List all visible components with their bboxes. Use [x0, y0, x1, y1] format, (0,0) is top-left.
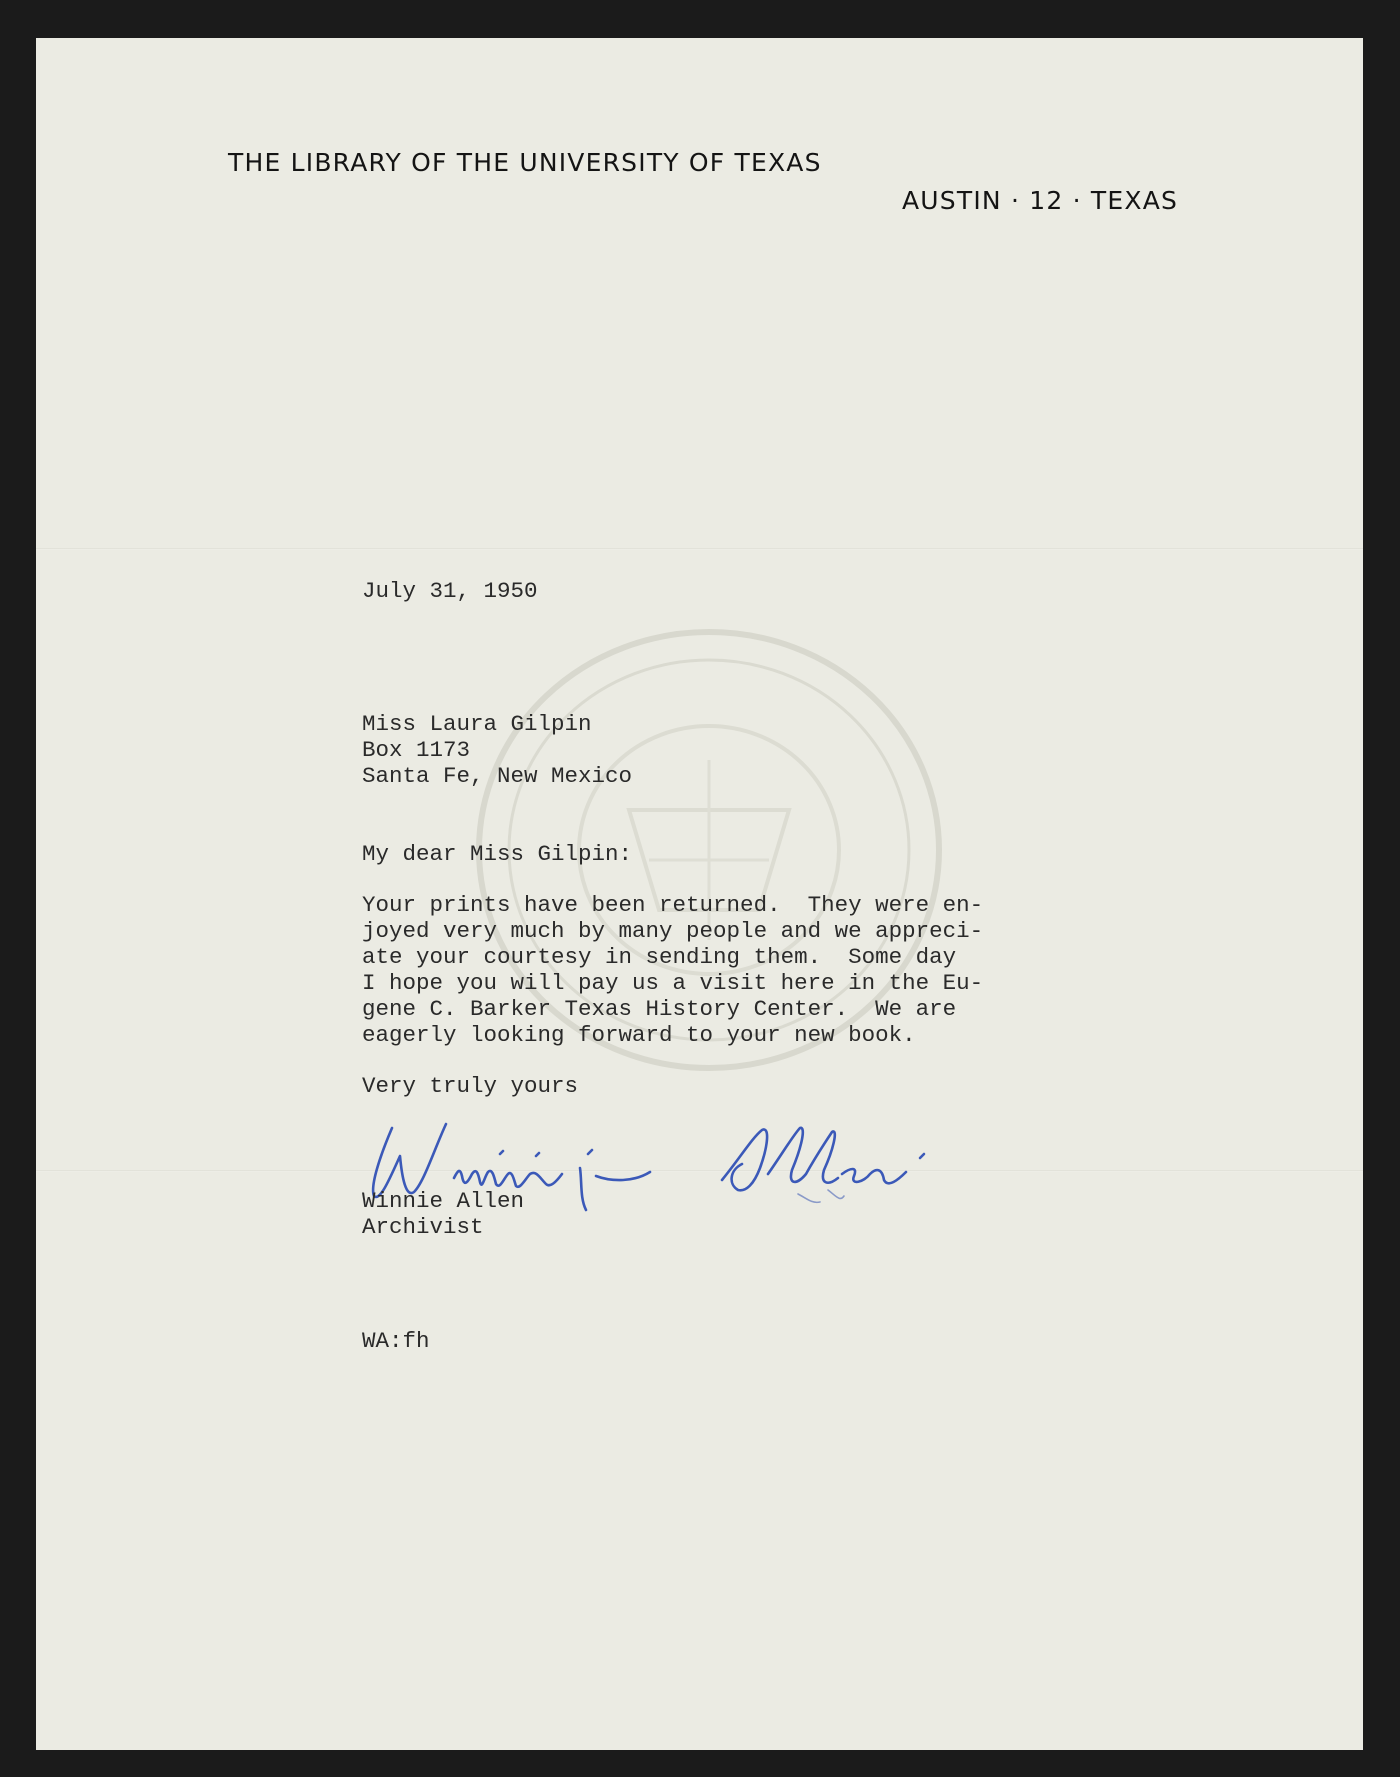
salutation: My dear Miss Gilpin: [362, 841, 633, 867]
body-line: gene C. Barker Texas History Center. We are [362, 996, 957, 1022]
body-line: ate your courtesy in sending them. Some day [362, 944, 957, 970]
signer-title: Archivist [362, 1214, 484, 1240]
letter-date: July 31, 1950 [362, 578, 538, 604]
recipient-box: Box 1173 [362, 737, 471, 763]
signer-name: Winnie Allen [362, 1188, 525, 1214]
recipient-name: Miss Laura Gilpin [362, 711, 592, 737]
reference-initials: WA:fh [362, 1328, 430, 1354]
letter-page [36, 38, 1363, 1750]
letterhead-city: AUSTIN · 12 · TEXAS [902, 186, 1179, 215]
letterhead-title: THE LIBRARY OF THE UNIVERSITY OF TEXAS [228, 148, 822, 177]
body-line: Your prints have been returned. They were en- [362, 892, 984, 918]
paper-fold-upper [36, 548, 1363, 550]
closing: Very truly yours [362, 1073, 579, 1099]
recipient-city: Santa Fe, New Mexico [362, 763, 633, 789]
body-line: joyed very much by many people and we appreci- [362, 918, 984, 944]
body-line: I hope you will pay us a visit here in the Eu- [362, 970, 984, 996]
body-line: eagerly looking forward to your new book. [362, 1022, 916, 1048]
